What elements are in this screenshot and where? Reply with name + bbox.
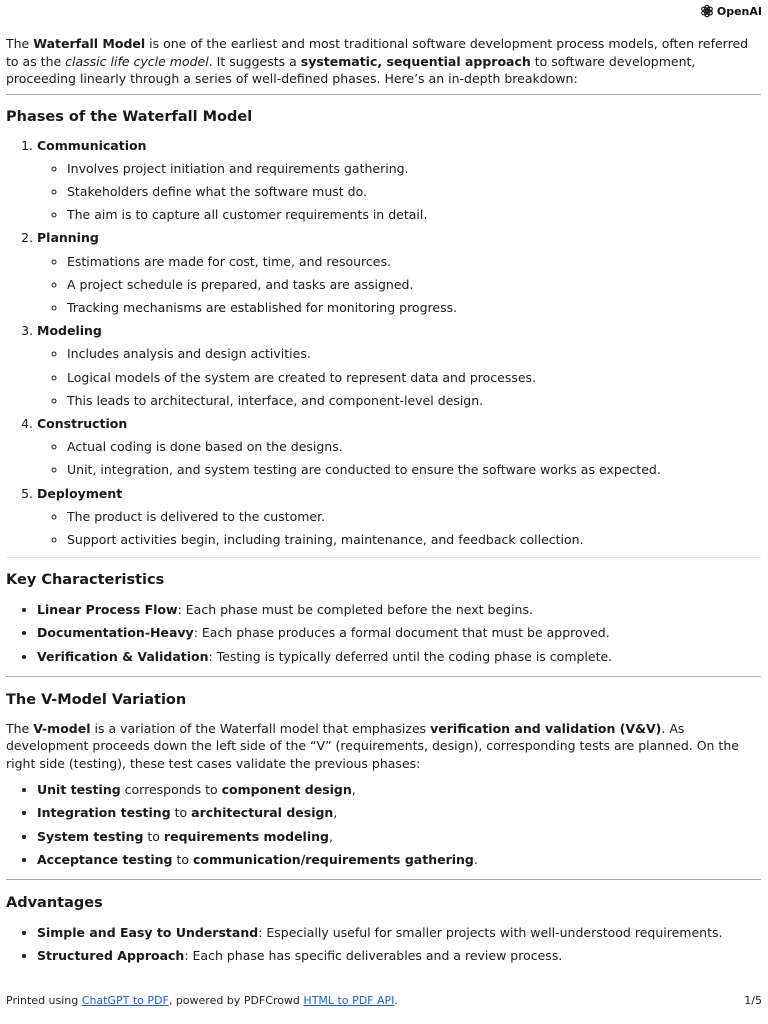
phase-item: 5. Deployment ◦ The product is delivered to the customer. ◦ Support activities begin, including training, maintenance, and feedback collection.	[37, 482, 761, 552]
phase-subitem: ◦ Tracking mechanisms are established for monitoring progress.	[67, 296, 761, 319]
divider	[6, 676, 761, 677]
phase-item: 2. Planning ◦ Estimations are made for cost, time, and resources. ◦ A project schedule is prepared, and tasks are assigned. ◦ Tracking mechanisms are established for monitoring progress.	[37, 226, 761, 319]
phase-sublist	[37, 250, 761, 320]
list-item: • Acceptance testing to communication/requirements gathering.	[37, 848, 761, 871]
phases-list	[6, 134, 761, 552]
v-model-heading: The V-Model Variation	[6, 691, 187, 708]
page-number: 1/5	[744, 994, 762, 1007]
phase-subitem: ◦ Support activities begin, including training, maintenance, and feedback collection.	[67, 528, 761, 551]
logo-text: OpenAI	[716, 4, 762, 18]
document-content	[6, 35, 761, 967]
phase-sublist	[37, 157, 761, 227]
phase-subitem: ◦ Unit, integration, and system testing are conducted to ensure the software works as expected.	[67, 458, 761, 481]
intro-paragraph: The Waterfall Model is one of the earliest and most traditional software development process models, often referred to as the classic life cycle model. It suggests a systematic, sequential approach to software development, proceeding linearly through a series of well-defined phases. Here’s an in-depth breakdown:	[6, 36, 749, 86]
list-item: • Integration testing to architectural design,	[37, 801, 761, 824]
openai-logo	[700, 4, 762, 18]
phases-heading: Phases of the Waterfall Model	[6, 108, 253, 125]
phase-subitem: ◦ The product is delivered to the customer.	[67, 505, 761, 528]
key-characteristics-list	[6, 598, 761, 668]
advantages-list	[6, 921, 761, 967]
phase-sublist	[37, 435, 761, 481]
phase-item: 4. Construction ◦ Actual coding is done based on the designs. ◦ Unit, integration, and system testing are conducted to ensure the software works as expected.	[37, 412, 761, 482]
divider	[6, 94, 761, 95]
footer-credit: Printed using ChatGPT to PDF, powered by PDFCrowd HTML to PDF API.	[6, 994, 398, 1007]
phase-subitem: ◦ Includes analysis and design activities.	[67, 342, 761, 365]
divider	[6, 879, 761, 880]
phase-subitem: ◦ This leads to architectural, interface, and component-level design.	[67, 389, 761, 412]
list-item: • Documentation-Heavy: Each phase produces a formal document that must be approved.	[37, 621, 761, 644]
list-item: • Structured Approach: Each phase has specific deliverables and a review process.	[37, 944, 761, 967]
phase-subitem: ◦ A project schedule is prepared, and tasks are assigned.	[67, 273, 761, 296]
chatgpt-to-pdf-link[interactable]: ChatGPT to PDF	[81, 994, 169, 1007]
v-model-list	[6, 778, 761, 871]
phase-subitem: ◦ Involves project initiation and requirements gathering.	[67, 157, 761, 180]
phase-subitem: ◦ Actual coding is done based on the designs.	[67, 435, 761, 458]
key-characteristics-heading: Key Characteristics	[6, 572, 165, 589]
page-footer	[6, 994, 762, 1007]
html-to-pdf-api-link[interactable]: HTML to PDF API	[303, 994, 395, 1007]
list-item: • Verification & Validation: Testing is typically deferred until the coding phase is complete.	[37, 645, 761, 668]
list-item: • Simple and Easy to Understand: Especially useful for smaller projects with well-understood requirements.	[37, 921, 761, 944]
divider	[6, 557, 761, 558]
list-item: • Linear Process Flow: Each phase must be completed before the next begins.	[37, 598, 761, 621]
phase-item: 3. Modeling ◦ Includes analysis and design activities. ◦ Logical models of the system are created to represent data and processes. ◦ This leads to architectural, interface, and component-level design.	[37, 319, 761, 412]
list-item: • System testing to requirements modeling,	[37, 825, 761, 848]
phase-subitem: ◦ Logical models of the system are created to represent data and processes.	[67, 366, 761, 389]
advantages-heading: Advantages	[6, 895, 103, 912]
phase-subitem: ◦ The aim is to capture all customer requirements in detail.	[67, 203, 761, 226]
openai-knot-icon	[700, 4, 714, 18]
phase-sublist	[37, 342, 761, 412]
phase-item: 1. Communication ◦ Involves project initiation and requirements gathering. ◦ Stakeholders define what the software must do. ◦ The aim is to capture all customer requirements in detail.	[37, 134, 761, 227]
phase-subitem: ◦ Stakeholders define what the software must do.	[67, 180, 761, 203]
v-model-paragraph: The V-model is a variation of the Waterfall model that emphasizes verification and validation (V&V). As development proceeds down the left side of the “V” (requirements, design), corresponding tests are planned. On the right side (testing), these test cases validate the previous phases:	[6, 720, 739, 771]
phase-subitem: ◦ Estimations are made for cost, time, and resources.	[67, 250, 761, 273]
phase-sublist	[37, 505, 761, 551]
list-item: • Unit testing corresponds to component design,	[37, 778, 761, 801]
